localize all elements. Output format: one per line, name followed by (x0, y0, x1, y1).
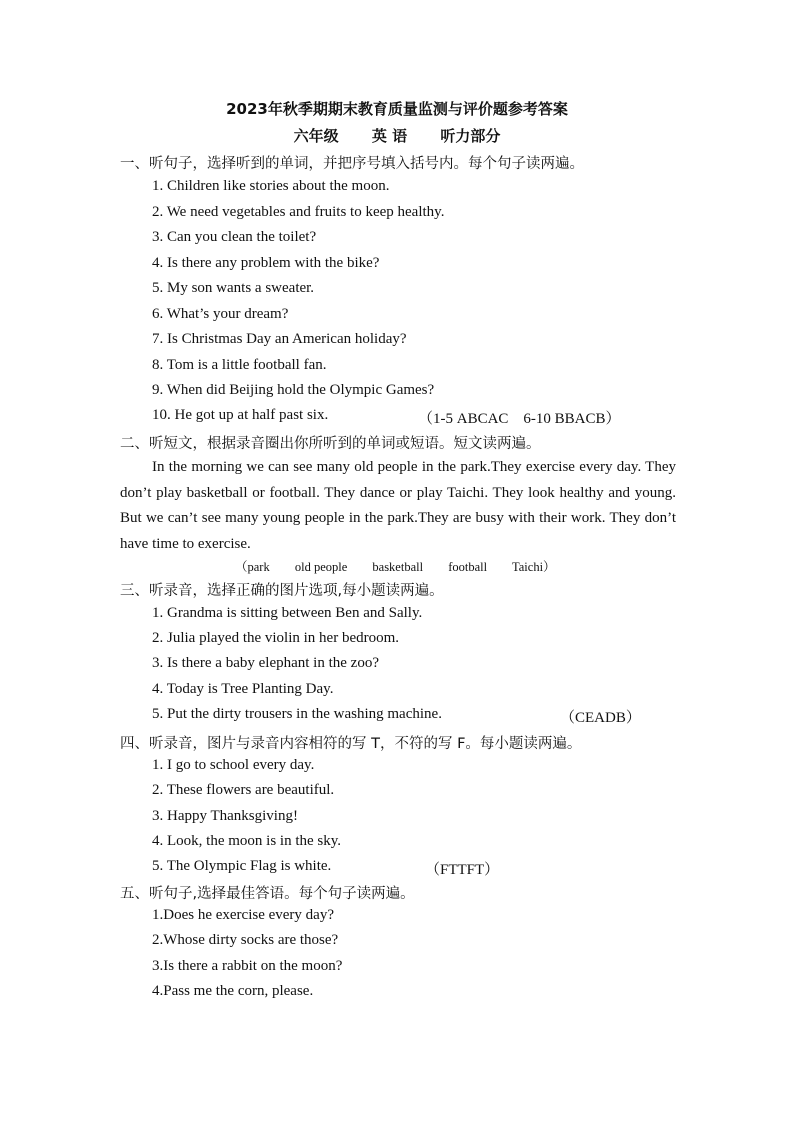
section-3-answer: （CEADB） (560, 710, 641, 726)
section-1-item: 1. Children like stories about the moon. (152, 178, 390, 194)
section-1-item: 10. He got up at half past six. (152, 407, 329, 423)
subject-label: 英 语 (371, 127, 408, 145)
section-1-item: 4. Is there any problem with the bike? (152, 255, 380, 271)
part-label: 听力部分 (440, 127, 501, 145)
section-5-item: 3.Is there a rabbit on the moon? (152, 958, 343, 974)
answer-word: old people (294, 560, 348, 574)
section-3-item: 4. Today is Tree Planting Day. (152, 681, 334, 697)
section-1-item: 5. My son wants a sweater. (152, 280, 315, 296)
section-4-item: 4. Look, the moon is in the sky. (152, 833, 342, 849)
section-3-heading: 三、听录音，选择正确的图片选项,每小题读两遍。 (120, 583, 444, 599)
section-4-item: 5. The Olympic Flag is white. (152, 858, 332, 874)
answer-word: basketball (372, 560, 424, 574)
section-1-answer: （1-5 ABCAC 6-10 BBACB） (418, 411, 621, 427)
section-1-item: 9. When did Beijing hold the Olympic Games? (152, 382, 435, 398)
page-subtitle (0, 125, 794, 146)
section-4-answer: （FTTFT） (425, 862, 500, 878)
section-1-item: 2. We need vegetables and fruits to keep healthy. (152, 204, 445, 220)
section-5-heading: 五、听句子,选择最佳答语。每个句子读两遍。 (120, 886, 415, 902)
section-4-item: 2. These flowers are beautiful. (152, 782, 335, 798)
section-3-item: 5. Put the dirty trousers in the washing machine. (152, 706, 442, 722)
page-title: 2023年秋季期期末教育质量监测与评价题参考答案 (226, 100, 568, 118)
section-4-item: 1. I go to school every day. (152, 757, 315, 773)
section-1-item: 7. Is Christmas Day an American holiday? (152, 331, 407, 347)
answer-word: football (448, 560, 488, 574)
grade-label: 六年级 (293, 127, 339, 145)
answer-word: （park (235, 560, 270, 574)
section-5-item: 2.Whose dirty socks are those? (152, 932, 339, 948)
section-1-heading: 一、听句子，选择听到的单词，并把序号填入括号内。每个句子读两遍。 (120, 156, 584, 172)
section-2-passage: In the morning we can see many old people in the park.They exercise every day. They don’t play basketball or football. They dance or play Taichi. They look healthy and young. But we can’t see many young people in the park.They are busy with their work. They don’t have time to exercise. (120, 459, 676, 552)
section-1-item: 8. Tom is a little football fan. (152, 357, 327, 373)
section-5-item: 4.Pass me the corn, please. (152, 983, 314, 999)
section-2-heading: 二、听短文，根据录音圈出你所听到的单词或短语。短文读两遍。 (120, 436, 541, 452)
section-1-item: 6. What’s your dream? (152, 306, 289, 322)
section-4-item: 3. Happy Thanksgiving! (152, 808, 298, 824)
section-2-answer (235, 557, 578, 575)
answer-word: Taichi） (512, 560, 556, 574)
section-3-item: 3. Is there a baby elephant in the zoo? (152, 655, 379, 671)
section-3-item: 1. Grandma is sitting between Ben and Sally. (152, 605, 423, 621)
section-5-item: 1.Does he exercise every day? (152, 907, 334, 923)
section-1-item: 3. Can you clean the toilet? (152, 229, 317, 245)
section-4-heading: 四、听录音，图片与录音内容相符的写 T，不符的写 F。每小题读两遍。 (120, 736, 582, 752)
section-3-item: 2. Julia played the violin in her bedroom. (152, 630, 400, 646)
